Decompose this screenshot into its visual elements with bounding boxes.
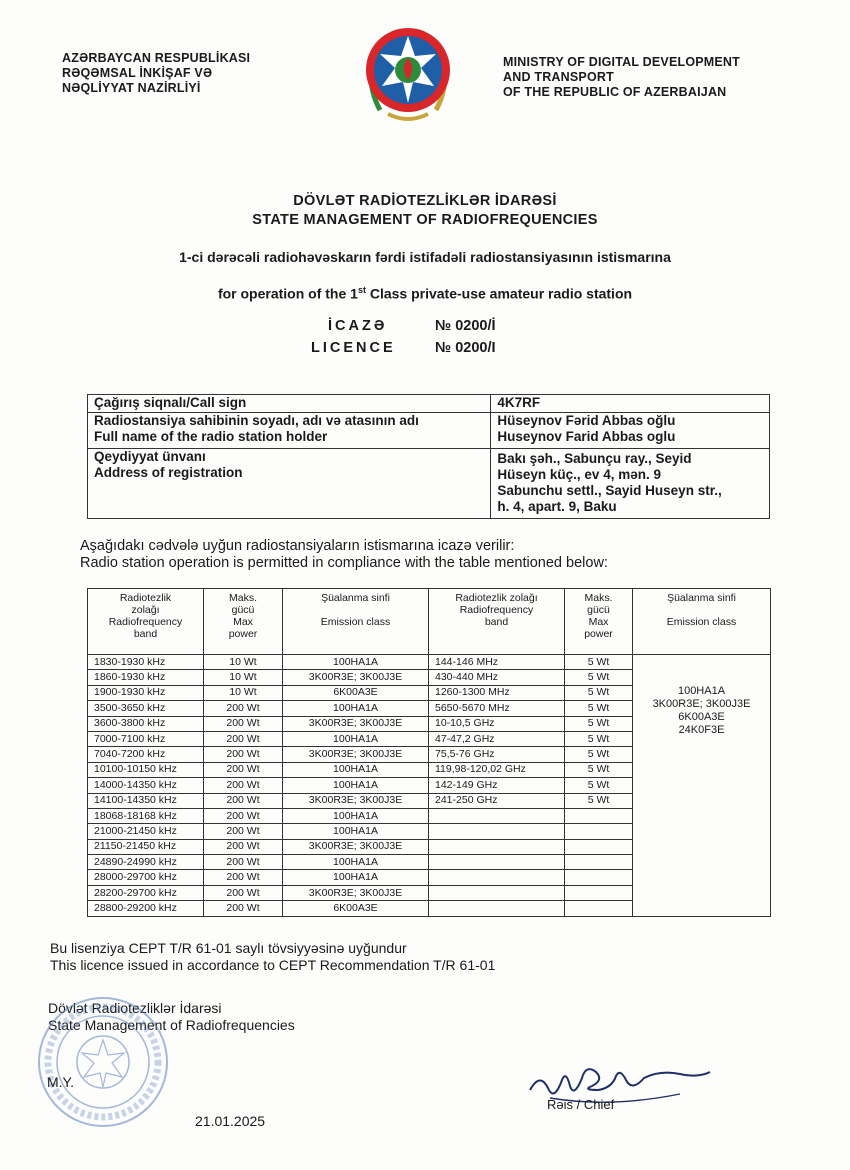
emission-cell: 6K00A3E (283, 685, 429, 700)
licence-label-az: İCAZƏ (328, 318, 388, 334)
band-cell: 1860-1930 kHz (88, 670, 204, 685)
table-header-row (88, 589, 771, 655)
power2-cell (565, 885, 633, 900)
emission-cell: 100HA1A (283, 824, 429, 839)
title-az: DÖVLƏT RADİOTEZLİKLƏR İDARƏSİ (293, 193, 557, 209)
power-cell: 200 Wt (204, 747, 283, 762)
band2-cell (429, 808, 565, 823)
header-line: power (228, 628, 258, 640)
band2-cell: 144-146 MHz (429, 655, 565, 670)
address-label-en: Address of registration (94, 465, 243, 480)
power-cell: 200 Wt (204, 778, 283, 793)
emission-line: 6K00A3E (678, 711, 725, 723)
band2-cell: 142-149 GHz (429, 778, 565, 793)
power-cell: 200 Wt (204, 839, 283, 854)
issue-date: 21.01.2025 (195, 1113, 266, 1129)
band-cell: 28800-29200 kHz (88, 901, 204, 916)
band2-cell (429, 855, 565, 870)
band-cell: 14100-14350 kHz (88, 793, 204, 808)
header-line: Max (588, 616, 609, 628)
cept-note-az: Bu lisenziya CEPT T/R 61-01 saylı tövsiyyəsinə uyğundur (50, 940, 407, 956)
band-cell: 3600-3800 kHz (88, 716, 204, 731)
callsign-value: 4K7RF (491, 395, 770, 413)
state-emblem-icon (358, 18, 458, 126)
official-seal-icon (36, 995, 171, 1130)
power2-cell (565, 855, 633, 870)
power-cell: 200 Wt (204, 762, 283, 777)
subtitle-az: 1-ci dərəcəli radiohəvəskarın fərdi istifadəli radiostansiyasının istismarına (179, 249, 671, 265)
table-row (88, 449, 770, 519)
power-cell: 200 Wt (204, 793, 283, 808)
band2-cell: 5650-5670 MHz (429, 701, 565, 716)
issuer-en: State Management of Radiofrequencies (48, 1017, 295, 1033)
band2-cell (429, 901, 565, 916)
name-label (88, 413, 491, 449)
power2-cell: 5 Wt (565, 655, 633, 670)
header-en-line: AND TRANSPORT (503, 70, 614, 84)
power-cell: 10 Wt (204, 685, 283, 700)
band-cell: 7000-7100 kHz (88, 731, 204, 746)
permission-az: Aşağıdakı cədvələ uyğun radiostansiyaların istismarına icazə verilir: (80, 538, 515, 554)
address-value (491, 449, 770, 519)
band2-cell: 10-10,5 GHz (429, 716, 565, 731)
power2-cell (565, 870, 633, 885)
header-line: Emission class (666, 616, 737, 628)
power-cell: 200 Wt (204, 701, 283, 716)
licence-number-az: № 0200/İ (435, 318, 496, 334)
name-value-az: Hüseynov Fərid Abbas oğlu (497, 413, 676, 428)
emission-cell: 6K00A3E (283, 901, 429, 916)
issuer-az: Dövlət Radiotezliklər İdarəsi (48, 1000, 222, 1016)
table-row (88, 395, 770, 413)
power-cell: 200 Wt (204, 716, 283, 731)
header-line: Maks. (228, 592, 257, 604)
power2-cell (565, 839, 633, 854)
band-cell: 28000-29700 kHz (88, 870, 204, 885)
power2-cell: 5 Wt (565, 731, 633, 746)
power2-cell (565, 901, 633, 916)
address-line: Bakı şəh., Sabunçu ray., Seyid (497, 451, 692, 466)
power-cell: 10 Wt (204, 655, 283, 670)
header-az-line: RƏQƏMSAL İNKİŞAF VƏ (62, 66, 213, 80)
subtitle-en-part: for operation of the 1 (217, 285, 358, 302)
emission-right-cell (633, 655, 771, 917)
band2-cell (429, 824, 565, 839)
header-az-line: NƏQLİYYAT NAZİRLİYİ (62, 81, 201, 95)
address-line: Hüseyn küç., ev 4, mən. 9 (497, 467, 661, 482)
power2-cell (565, 808, 633, 823)
header-line: Şüalanma sinfi (321, 592, 390, 604)
power-cell: 200 Wt (204, 824, 283, 839)
ministry-header-az (62, 51, 250, 96)
emission-cell: 3K00R3E; 3K00J3E (283, 716, 429, 731)
band-cell: 14000-14350 kHz (88, 778, 204, 793)
power-cell: 10 Wt (204, 670, 283, 685)
licence-label-en: LICENCE (311, 340, 396, 356)
address-line: h. 4, apart. 9, Baku (497, 499, 617, 514)
power-cell: 200 Wt (204, 808, 283, 823)
emission-cell: 100HA1A (283, 855, 429, 870)
subtitle-en (0, 285, 850, 302)
emission-line: 24K0F3E (678, 724, 725, 736)
col-header-power (204, 589, 283, 655)
address-line: Sabunchu settl., Sayid Huseyn str., (497, 483, 722, 498)
power2-cell: 5 Wt (565, 778, 633, 793)
header-line: Şüalanma sinfi (667, 592, 736, 604)
frequency-table-body (88, 655, 771, 917)
cept-note (50, 940, 495, 974)
emission-line: 100HA1A (677, 685, 726, 697)
emission-cell: 100HA1A (283, 762, 429, 777)
chief-title: Rəis / Chief (547, 1097, 615, 1112)
emission-cell: 3K00R3E; 3K00J3E (283, 885, 429, 900)
header-line: gücü (587, 604, 610, 616)
frequency-table (87, 588, 771, 917)
power-cell: 200 Wt (204, 731, 283, 746)
band2-cell: 1260-1300 MHz (429, 685, 565, 700)
ministry-header-en (503, 55, 740, 100)
band2-cell: 75,5-76 GHz (429, 747, 565, 762)
header-line: power (584, 628, 613, 640)
power-cell: 200 Wt (204, 885, 283, 900)
table-row (88, 655, 771, 670)
header-line: Radiotezlik zolağı (455, 592, 538, 604)
name-label-en: Full name of the radio station holder (94, 429, 328, 444)
emission-line: 3K00R3E; 3K00J3E (652, 698, 751, 710)
band-cell: 18068-18168 kHz (88, 808, 204, 823)
col-header-band (88, 589, 204, 655)
header-line: zolağı (131, 604, 160, 616)
emission-cell: 100HA1A (283, 778, 429, 793)
power2-cell: 5 Wt (565, 747, 633, 762)
band-cell: 10100-10150 kHz (88, 762, 204, 777)
power2-cell: 5 Wt (565, 701, 633, 716)
subtitle-en-sup: st (357, 285, 366, 295)
band-cell: 21150-21450 kHz (88, 839, 204, 854)
header-line: Radiotezlik (119, 592, 172, 604)
emission-cell: 3K00R3E; 3K00J3E (283, 793, 429, 808)
address-label (88, 449, 491, 519)
power-cell: 200 Wt (204, 870, 283, 885)
col-header-emission (283, 589, 429, 655)
header-line: Radiofrequency (108, 616, 183, 628)
band-cell: 24890-24990 kHz (88, 855, 204, 870)
power2-cell: 5 Wt (565, 762, 633, 777)
band-cell: 28200-29700 kHz (88, 885, 204, 900)
name-label-az: Radiostansiya sahibinin soyadı, adı və atasının adı (94, 413, 419, 428)
holder-info-table (87, 394, 770, 519)
header-line: Max (233, 616, 253, 628)
band2-cell: 430-440 MHz (429, 670, 565, 685)
permission-text (80, 538, 608, 572)
callsign-label: Çağırış siqnalı/Call sign (88, 395, 491, 413)
emission-cell: 100HA1A (283, 808, 429, 823)
licence-number-en: № 0200/I (435, 340, 496, 356)
emission-cell: 3K00R3E; 3K00J3E (283, 670, 429, 685)
col-header-emission-2 (633, 589, 771, 655)
cept-note-en: This licence issued in accordance to CEPT Recommendation T/R 61-01 (50, 957, 496, 973)
power2-cell: 5 Wt (565, 670, 633, 685)
subtitle-en-part: Class private-use amateur radio station (365, 285, 633, 302)
title-en: STATE MANAGEMENT OF RADIOFREQUENCIES (252, 212, 598, 228)
header-line: band (133, 628, 158, 640)
band-cell: 7040-7200 kHz (88, 747, 204, 762)
header-en-line: OF THE REPUBLIC OF AZERBAIJAN (503, 85, 727, 99)
band2-cell (429, 870, 565, 885)
emission-cell: 3K00R3E; 3K00J3E (283, 839, 429, 854)
band-cell: 1900-1930 kHz (88, 685, 204, 700)
col-header-band-2 (429, 589, 565, 655)
header-line: gücü (231, 604, 255, 616)
band2-cell: 119,98-120,02 GHz (429, 762, 565, 777)
header-az-line: AZƏRBAYCAN RESPUBLİKASI (62, 51, 251, 65)
band2-cell (429, 839, 565, 854)
power-cell: 200 Wt (204, 855, 283, 870)
header-spacer (285, 604, 426, 616)
header-line: Emission class (320, 616, 391, 628)
power2-cell: 5 Wt (565, 716, 633, 731)
table-row (88, 413, 770, 449)
band2-cell: 47-47,2 GHz (429, 731, 565, 746)
col-header-power-2 (565, 589, 633, 655)
seal-abbreviation: M.Y. (47, 1074, 74, 1090)
band2-cell: 241-250 GHz (429, 793, 565, 808)
power2-cell: 5 Wt (565, 793, 633, 808)
name-value-en: Huseynov Farid Abbas oglu (497, 429, 676, 444)
header-line: band (484, 616, 509, 628)
band-cell: 1830-1930 kHz (88, 655, 204, 670)
emission-cell: 100HA1A (283, 870, 429, 885)
power-cell: 200 Wt (204, 901, 283, 916)
name-value (491, 413, 770, 449)
power2-cell (565, 824, 633, 839)
emission-cell: 100HA1A (283, 731, 429, 746)
emission-cell: 3K00R3E; 3K00J3E (283, 747, 429, 762)
emission-cell: 100HA1A (283, 655, 429, 670)
header-spacer (635, 604, 768, 616)
power2-cell: 5 Wt (565, 685, 633, 700)
header-line: Maks. (584, 592, 613, 604)
band2-cell (429, 885, 565, 900)
header-line: Radiofrequency (459, 604, 534, 616)
band-cell: 3500-3650 kHz (88, 701, 204, 716)
header-en-line: MINISTRY OF DIGITAL DEVELOPMENT (503, 55, 740, 69)
emission-cell: 100HA1A (283, 701, 429, 716)
address-label-az: Qeydiyyat ünvanı (94, 449, 206, 464)
permission-en: Radio station operation is permitted in compliance with the table mentioned below: (80, 555, 608, 571)
band-cell: 21000-21450 kHz (88, 824, 204, 839)
